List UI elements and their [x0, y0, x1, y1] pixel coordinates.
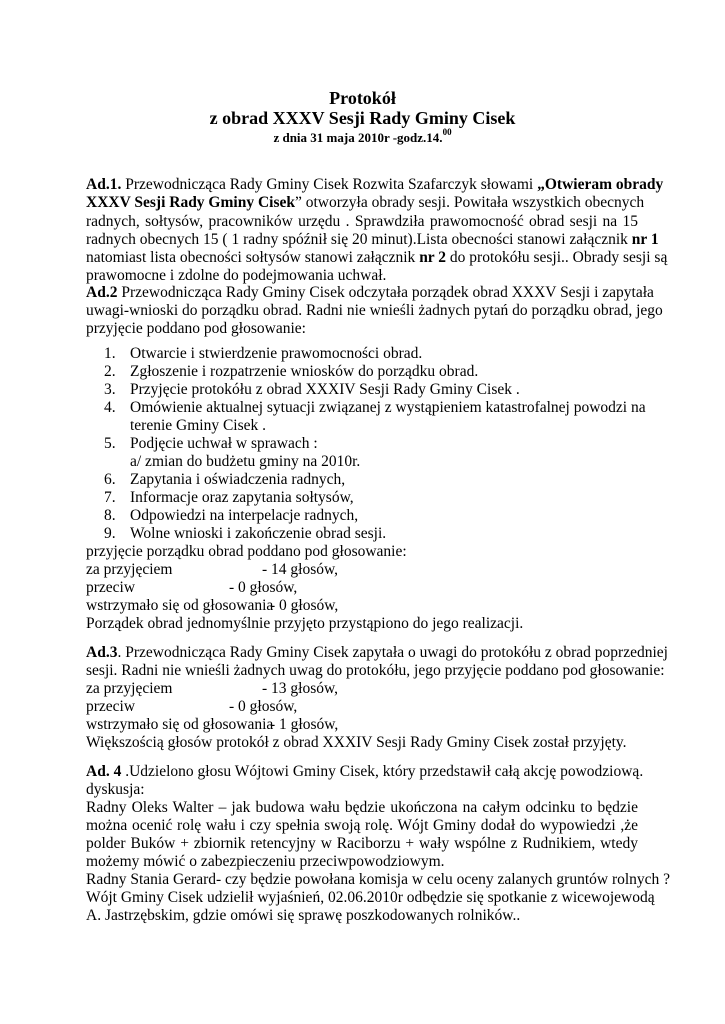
ad1-text5c: do protokółu sesji.. Obrady sesji są: [446, 249, 668, 266]
agenda-item: Otwarcie i stwierdzenie prawomocności obrad.: [130, 345, 423, 362]
ad1-line2: [86, 194, 645, 212]
ad4-text1: .Udzielono głosu Wójtowi Gminy Cisek, który przedstawił całą akcję powodziową.: [121, 763, 644, 780]
ad4-line4: można ocenić rolę wału i czy spełnia swoją rolę. Wójt Gminy dodał do wypowiedzi ,że: [86, 817, 638, 834]
ad1-text2b: ” otworzyła obrady sesji. Powitała wszystkich obecnych: [295, 194, 645, 211]
document-date: [0, 127, 725, 146]
ad1-text1b: „Otwieram obrady: [537, 176, 664, 193]
ad1-text4a: radnych obecnych 15 ( 1 radny spóźnił się 20 minut).Lista obecności stanowi załącznik: [86, 231, 632, 248]
agenda-item: Zapytania i oświadczenia radnych,: [130, 471, 346, 488]
ad3-vote-value: - 1 głosów,: [270, 716, 339, 733]
ad1-text5a: natomiast lista obecności sołtysów stanowi załącznik: [86, 249, 420, 266]
agenda-number: 9.: [104, 525, 116, 542]
ad2-result: Porządek obrad jednomyślnie przyjęto przystąpiono do jego realizacji.: [86, 615, 524, 632]
agenda-item: Podjęcie uchwał w sprawach :: [130, 435, 318, 452]
agenda-number: 2.: [104, 363, 116, 380]
ad1-text1a: Przewodnicząca Rady Gminy Cisek Rozwita Szafarczyk słowami: [121, 176, 538, 193]
ad4-line7: Radny Stania Gerard- czy będzie powołana komisja w celu oceny zalanych gruntów rolnych ?: [86, 871, 671, 888]
ad3-label: Ad.3: [86, 644, 118, 661]
ad1-line6: prawomocne i zdolne do podejmowania uchwał.: [86, 267, 387, 284]
ad3-result: Większością głosów protokół z obrad XXXIV Sesji Rady Gminy Cisek został przyjęty.: [86, 734, 627, 751]
date-line: z dnia 31 maja 2010r -godz.14.: [273, 130, 443, 145]
agenda-number: 6.: [104, 471, 116, 488]
ad1-label: Ad.1.: [86, 176, 122, 193]
ad4-label: Ad. 4: [86, 763, 122, 780]
ad3-vote-label: za przyjęciem: [86, 680, 173, 697]
agenda-number: 4.: [104, 399, 116, 416]
agenda-number: 8.: [104, 507, 116, 524]
ad4-line5: polder Buków + zbiornik retencyjny w Raciborzu + wały wspólne z Rudnikiem, wtedy: [86, 835, 638, 852]
ad1-line3: radnych, sołtysów, pracowników urzędu . Sprawdziła prawomocność obrad sesji na 15: [86, 213, 638, 230]
ad2-text1: Przewodnicząca Rady Gminy Cisek odczytała porządek obrad XXXV Sesji i zapytała: [117, 284, 654, 301]
agenda-item: Wolne wnioski i zakończenie obrad sesji.: [130, 525, 387, 542]
ad3-line2: sesji. Radni nie wnieśli żadnych uwag do protokółu, jego przyjęcie poddano pod głosowanie:: [86, 662, 665, 679]
ad4-line6: możemy mówić o zabezpieczeniu przeciwpowodziowym.: [86, 853, 445, 870]
ad2-vote-value: - 0 głosów,: [229, 579, 298, 596]
ad2-label: Ad.2: [86, 284, 118, 301]
ad2-vote-label: wstrzymało się od głosowania: [86, 597, 274, 614]
document-title: Protokół: [329, 88, 396, 108]
ad1-text4b: nr 1: [631, 231, 659, 248]
agenda-item: Zgłoszenie i rozpatrzenie wniosków do porządku obrad.: [130, 363, 479, 380]
ad1-line4: [86, 231, 659, 249]
ad4-line9: A. Jastrzębskim, gdzie omówi się sprawę poszkodowanych rolników..: [86, 907, 521, 924]
ad2-line1: [86, 284, 654, 302]
ad4-line2: dyskusja:: [86, 781, 145, 798]
ad2-vote-intro: przyjęcie porządku obrad poddano pod głosowanie:: [86, 543, 407, 560]
ad4-line3: Radny Oleks Walter – jak budowa wału będzie ukończona na całym odcinku to będzie: [86, 799, 638, 816]
date-sup: 00: [442, 127, 452, 137]
agenda-number: 7.: [104, 489, 116, 506]
agenda-subitem: a/ zmian do budżetu gminy na 2010r.: [130, 453, 361, 470]
ad4-line1: [86, 763, 643, 781]
agenda-item: Odpowiedzi na interpelacje radnych,: [130, 507, 359, 524]
ad1-line5: [86, 249, 668, 267]
ad2-line3: przyjęcie poddano pod głosowanie:: [86, 320, 306, 337]
agenda-number: 3.: [104, 381, 116, 398]
agenda-item: Omówienie aktualnej sytuacji związanej z wystąpieniem katastrofalnej powodzi na: [130, 399, 646, 416]
ad1-text5b: nr 2: [419, 249, 447, 266]
ad4-line8: Wójt Gminy Cisek udzielił wyjaśnień, 02.06.2010r odbędzie się spotkanie z wicewojewodą: [86, 889, 655, 906]
ad2-line2: uwagi-wnioski do porządku obrad. Radni nie wnieśli żadnych pytań do porządku obrad, jego: [86, 302, 663, 319]
agenda-number: 1.: [104, 345, 116, 362]
ad1-text2a: XXXV Sesji Rady Gminy Cisek: [86, 194, 295, 211]
ad3-line1: [86, 644, 668, 662]
ad2-vote-value: - 14 głosów,: [262, 561, 339, 578]
ad3-vote-value: - 13 głosów,: [262, 680, 339, 697]
document-subtitle: z obrad XXXV Sesji Rady Gminy Cisek: [209, 108, 516, 128]
ad3-vote-label: wstrzymało się od głosowania: [86, 716, 274, 733]
agenda-item: Przyjęcie protokółu z obrad XXXIV Sesji Rady Gminy Cisek .: [130, 381, 520, 398]
ad3-vote-label: przeciw: [86, 698, 136, 715]
agenda-number: 5.: [104, 435, 116, 452]
ad3-text1: . Przewodnicząca Rady Gminy Cisek zapytała o uwagi do protokółu z obrad poprzedniej: [117, 644, 668, 661]
agenda-item-continued: terenie Gminy Cisek .: [130, 417, 267, 434]
ad1-line1: [86, 176, 664, 194]
agenda-item: Informacje oraz zapytania sołtysów,: [130, 489, 354, 506]
ad3-vote-value: - 0 głosów,: [229, 698, 298, 715]
ad2-vote-label: przeciw: [86, 579, 136, 596]
ad2-vote-label: za przyjęciem: [86, 561, 173, 578]
ad2-vote-value: - 0 głosów,: [270, 597, 339, 614]
